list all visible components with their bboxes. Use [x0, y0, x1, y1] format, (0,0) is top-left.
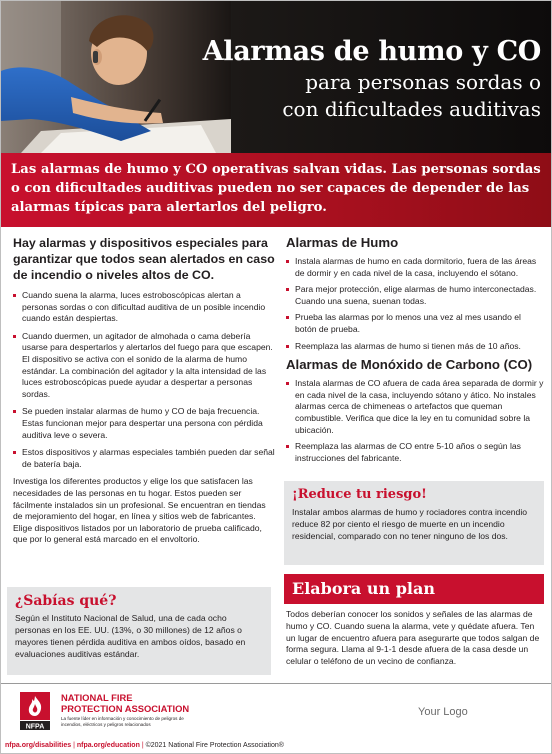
did-you-know-heading: ¿Sabías qué?	[15, 593, 117, 609]
list-item: Estos dispositivos y alarmas especiales también pueden dar señal de batería baja.	[13, 447, 275, 470]
list-item: Reemplaza las alarmas de CO entre 5-10 años o según las instrucciones del fabricante.	[286, 441, 544, 464]
reduce-risk-box	[284, 481, 544, 565]
did-you-know-body: Según el Instituto Nacional de Salud, una de cada ocho personas en los EE. UU. (13%, o 30 millones) de 12 años o mayores tienen pérdida auditiva en ambos oídos, basado en evaluaciones auditivas estándar.	[15, 613, 246, 659]
reduce-risk-heading: ¡Reduce tu riesgo!	[292, 487, 427, 502]
left-column	[13, 235, 275, 546]
nfpa-org-name	[61, 692, 189, 714]
intro-banner	[1, 153, 552, 227]
list-item: Reemplaza las alarmas de humo si tienen más de 10 años.	[286, 341, 544, 353]
copyright-text: ©2021 National Fire Protection Association®	[145, 742, 284, 749]
did-you-know-box	[7, 587, 271, 675]
co-alarm-list	[286, 378, 544, 464]
list-item: Cuando duermen, un agitador de almohada o cama debería usarse para despertarlos y alertarlos del fuego para que escapen. El dispositivo se activa con el sonido de la alarma de humo estándar. La combinación del agitador y la alta intensidad de las luces estroboscópicas puede ayudar a despertar a personas sordas.	[13, 331, 275, 401]
org-name-line2: PROTECTION ASSOCIATION	[61, 703, 190, 714]
make-plan-heading: Elabora un plan	[292, 579, 435, 598]
title-sub-line1: para personas sordas o	[305, 70, 541, 94]
title-main: Alarmas de humo y CO	[202, 36, 541, 67]
device-bullet-list	[13, 290, 275, 470]
right-column	[286, 235, 544, 469]
org-name-line1: NATIONAL FIRE	[61, 692, 133, 703]
smoke-alarm-list	[286, 256, 544, 352]
page-title	[191, 37, 541, 121]
link-separator: |	[141, 742, 144, 749]
title-sub-line2: con dificultades auditivas	[282, 97, 541, 121]
reduce-risk-body: Instalar ambos alarmas de humo y rociadores contra incendio reduce 82 por ciento el riesgo de muerte en un incendio residencial, comparado con no tener ninguno de los dos.	[292, 507, 528, 541]
make-plan-body: Todos deberían conocer los sonidos y señales de las alarmas de humo y CO. Cuando suena la alarma, vete y quédate afuera. Ten un lugar de encuentro afuera para asegurarte que todos salgan de forma segura. Llama al 9-1-1 desde afuera de la casa desde un celular o teléfono de un vecino de confianza.	[286, 609, 540, 667]
products-paragraph: Investiga los diferentes productos y elige los que satisfacen las necesidades de las personas en tu hogar. Estos pueden ser fácilmente instalados sin un profesional. Se encuentran en tiendas de mejoramiento del hogar, en línea y sitios web de fabricantes. Elige dispositivos listados por un laboratorio de prueba calificado, que por lo general está marcado en el envoltorio.	[13, 476, 266, 545]
list-item: Para mejor protección, elige alarmas de humo interconectadas. Cuando una suena, suenan todas.	[286, 284, 544, 307]
lead-text: Hay alarmas y dispositivos especiales para garantizar que todos sean alertados en caso de incendio o niveles altos de CO.	[13, 236, 275, 282]
list-item: Instala alarmas de CO afuera de cada área separada de dormir y en cada nivel de la casa, incluyendo sótano y ático. No instales alarmas cerca de chimeneas o artefactos que queman combustible. Verifica que dice la ley en tu comunidad sobre la ubicación.	[286, 378, 544, 436]
link-separator: |	[73, 742, 75, 749]
list-item: Instala alarmas de humo en cada dormitorio, fuera de las áreas de dormir y en cada nivel de la casa, incluyendo el sótano.	[286, 256, 544, 279]
smoke-alarms-heading: Alarmas de Humo	[286, 235, 399, 250]
link-education[interactable]: nfpa.org/education	[76, 742, 140, 749]
footer	[1, 684, 552, 740]
list-item: Cuando suena la alarma, luces estroboscópicas alertan a personas sordas o con dificultad auditiva de un posible incendio cuando están despiertas.	[13, 290, 275, 325]
header-hero	[1, 1, 552, 153]
your-logo-placeholder: Your Logo	[418, 706, 468, 718]
intro-text: Las alarmas de humo y CO operativas salvan vidas. Las personas sordas o con dificultades auditivas pueden no ser capaces de depender de las alarmas típicas para alertarlos del peligro.	[11, 162, 541, 215]
co-alarms-heading: Alarmas de Monóxido de Carbono (CO)	[286, 357, 533, 373]
footer-links	[5, 741, 284, 751]
link-disabilities[interactable]: nfpa.org/disabilities	[5, 742, 72, 749]
list-item: Se pueden instalar alarmas de humo y CO de baja frecuencia. Estas funcionan mejor para despertar una persona con pérdida auditiva leve o severa.	[13, 406, 275, 441]
make-plan-bar	[284, 574, 544, 604]
nfpa-tagline: La fuente líder en información y conocimiento de peligros de incendios, eléctricos y peligros relacionados	[61, 716, 184, 727]
list-item: Prueba las alarmas por lo menos una vez al mes usando el botón de prueba.	[286, 312, 544, 335]
nfpa-logo-icon	[19, 691, 51, 731]
nfpa-logo-text: NFPA	[25, 723, 45, 731]
